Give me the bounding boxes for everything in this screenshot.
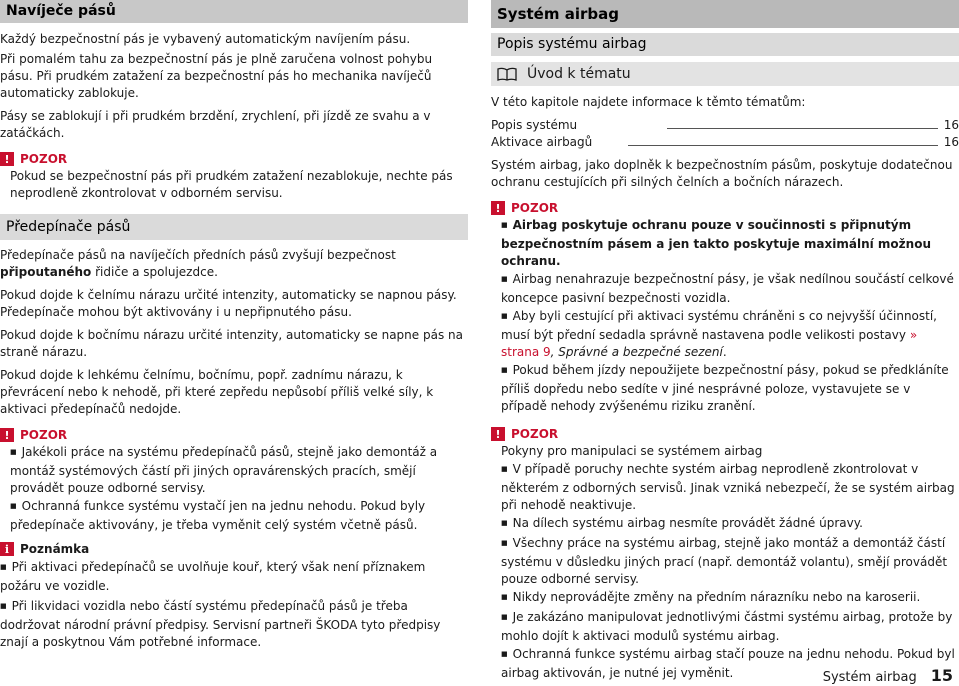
section-heading-navijece: Navíječe pásů — [0, 0, 468, 23]
paragraph: Každý bezpečnostní pás je vybavený automatickým navíjením pásu. — [0, 32, 411, 46]
list-item: ■ Airbag nenahrazuje bezpečnostní pásy, je však nedílnou součástí celkové koncepce pasivní bezpečnosti vozidla. — [501, 271, 959, 307]
page-reference-link[interactable]: » strana 9 — [501, 328, 918, 359]
list-item: ■ Ochranná funkce systému airbag stačí pouze na jednu nehodu. Pokud byl airbag aktivován, je nutné jej vyměnit. — [501, 646, 959, 682]
note-list — [0, 559, 468, 651]
page-number: 15 — [930, 666, 953, 685]
footer-title: Systém airbag — [822, 670, 917, 685]
warning-header — [0, 428, 468, 442]
warning-label: POZOR — [20, 152, 68, 166]
warning-list — [10, 444, 468, 534]
list-item: ■ Airbag poskytuje ochranu pouze v součinnosti s připnutým bezpečnostním pásem a jen takto poskytuje maximální možnou ochranu. — [501, 217, 959, 270]
warning-text: Pokud se bezpečnostní pás při prudkém zatažení nezablokuje, nechte pás neprodleně zkontrolovat v odborném servisu. — [10, 169, 453, 200]
paragraph: Pásy se zablokují i při prudkém brzdění, zrychlení, při jízdě ze svahu a v zatáčkách. — [0, 109, 431, 140]
paragraph: Předepínače pásů na navíječích předních pásů zvyšují bezpečnost připoutaného řidiče a spolujezdce. — [0, 248, 396, 279]
paragraph: Při pomalém tahu za bezpečnostní pás je plně zaručena volnost pohybu pásu. Při prudkém zatažení za bezpečnostní pás ho mechanika navíječů automaticky zablokuje. — [0, 52, 433, 100]
warning-list — [501, 217, 959, 415]
list-item: ■ Je zakázáno manipulovat jednotlivými částmi systému airbag, protože by mohlo dojít k aktivaci modulů systému airbag. — [501, 609, 959, 645]
list-item: ■ Aby byli cestující při aktivaci systému chráněni s co nejvyšší účinností, musí být přední sedadla správně nastavena podle velikosti postavy » strana 9, Správné a bezpečné sezení. — [501, 308, 959, 361]
list-item: ■ Na dílech systému airbag nesmíte provádět žádné úpravy. — [501, 515, 959, 534]
topic-title: Úvod k tématu — [527, 66, 631, 82]
list-item: ■ Nikdy neprovádějte změny na předním nárazníku nebo na karoserii. — [501, 589, 959, 608]
warning-label: POZOR — [20, 428, 68, 442]
note-header — [0, 542, 468, 556]
list-item: ■ Při aktivaci předepínačů se uvolňuje kouř, který však není příznakem požáru ve vozidle. — [0, 559, 468, 595]
info-icon: i — [0, 542, 14, 556]
warning-label: POZOR — [511, 201, 559, 215]
toc-row[interactable]: Aktivace airbagů 16 — [491, 135, 959, 149]
note-label: Poznámka — [20, 542, 90, 556]
toc-row[interactable]: Popis systému 16 — [491, 118, 959, 132]
warning-header — [491, 201, 959, 215]
chapter-heading: Systém airbag — [491, 0, 959, 28]
list-intro: Pokyny pro manipulaci se systémem airbag — [501, 444, 763, 458]
warning-header — [491, 427, 959, 441]
paragraph: Pokud dojde k bočnímu nárazu určité intenzity, automaticky se napne pás na straně nárazu. — [0, 328, 463, 359]
left-column — [0, 0, 468, 651]
book-icon — [497, 67, 517, 81]
list-item: ■ Pokud během jízdy nepoužijete bezpečnostní pásy, pokud se předkláníte příliš dopředu nebo sedíte v jiné nesprávné poloze, vystavujete se v případě nehody zvýšenému riziku zranění. — [501, 362, 959, 415]
warning-icon: ! — [0, 152, 14, 166]
paragraph: Systém airbag, jako doplněk k bezpečnostním pásům, poskytuje dodatečnou ochranu cestujících při silných čelních a bočních nárazech. — [491, 158, 953, 189]
section-heading-predepinace: Předepínače pásů — [0, 214, 468, 240]
topic-heading — [491, 62, 959, 86]
warning-icon: ! — [491, 427, 505, 441]
list-item: ■ Při likvidaci vozidla nebo částí systému předepínačů pásů je třeba dodržovat národní právní předpisy. Servisní partneři ŠKODA tyto předpisy znají a poskytnou Vám potřebné informace. — [0, 598, 468, 651]
toc — [491, 117, 959, 151]
paragraph: V této kapitole najdete informace k těmto tématům: — [491, 95, 806, 109]
list-item: ■ V případě poruchy nechte systém airbag neprodleně zkontrolovat v některém z odborných servisů. Jinak vzniká nebezpečí, že se systém airbag při nehodě neaktivuje. — [501, 461, 959, 514]
list-item: ■ Ochranná funkce systému vystačí jen na jednu nehodu. Pokud byly předepínače aktivovány, je třeba vyměnit celý systém včetně pásů. — [10, 498, 468, 534]
paragraph: Pokud dojde k lehkému čelnímu, bočnímu, popř. zadnímu nárazu, k převrácení nebo k nehodě, při které zepředu nepůsobí příliš velké síly, k aktivaci předepínačů nedojde. — [0, 368, 434, 416]
warning-header — [0, 152, 468, 166]
paragraph: Pokud dojde k čelnímu nárazu určité intenzity, automaticky se napnou pásy. Předepínače mohou být aktivovány i u nepřipnutého pásu. — [0, 288, 457, 319]
list-item: ■ Jakékoli práce na systému předepínačů pásů, stejně jako demontáž a montáž systémových částí při jiných opravárenských pracích, smějí provádět pouze odborné servisy. — [10, 444, 468, 497]
warning-label: POZOR — [511, 427, 559, 441]
page-footer — [823, 666, 953, 685]
section-heading: Popis systému airbag — [491, 33, 959, 56]
list-item: ■ Všechny práce na systému airbag, stejně jako montáž a demontáž částí systému v důsledku jiných prací (např. demontáž volantu), smějí provádět pouze odborné servisy. — [501, 535, 959, 588]
warning-list — [501, 443, 959, 682]
warning-icon: ! — [491, 201, 505, 215]
warning-icon: ! — [0, 428, 14, 442]
right-column — [491, 0, 959, 682]
